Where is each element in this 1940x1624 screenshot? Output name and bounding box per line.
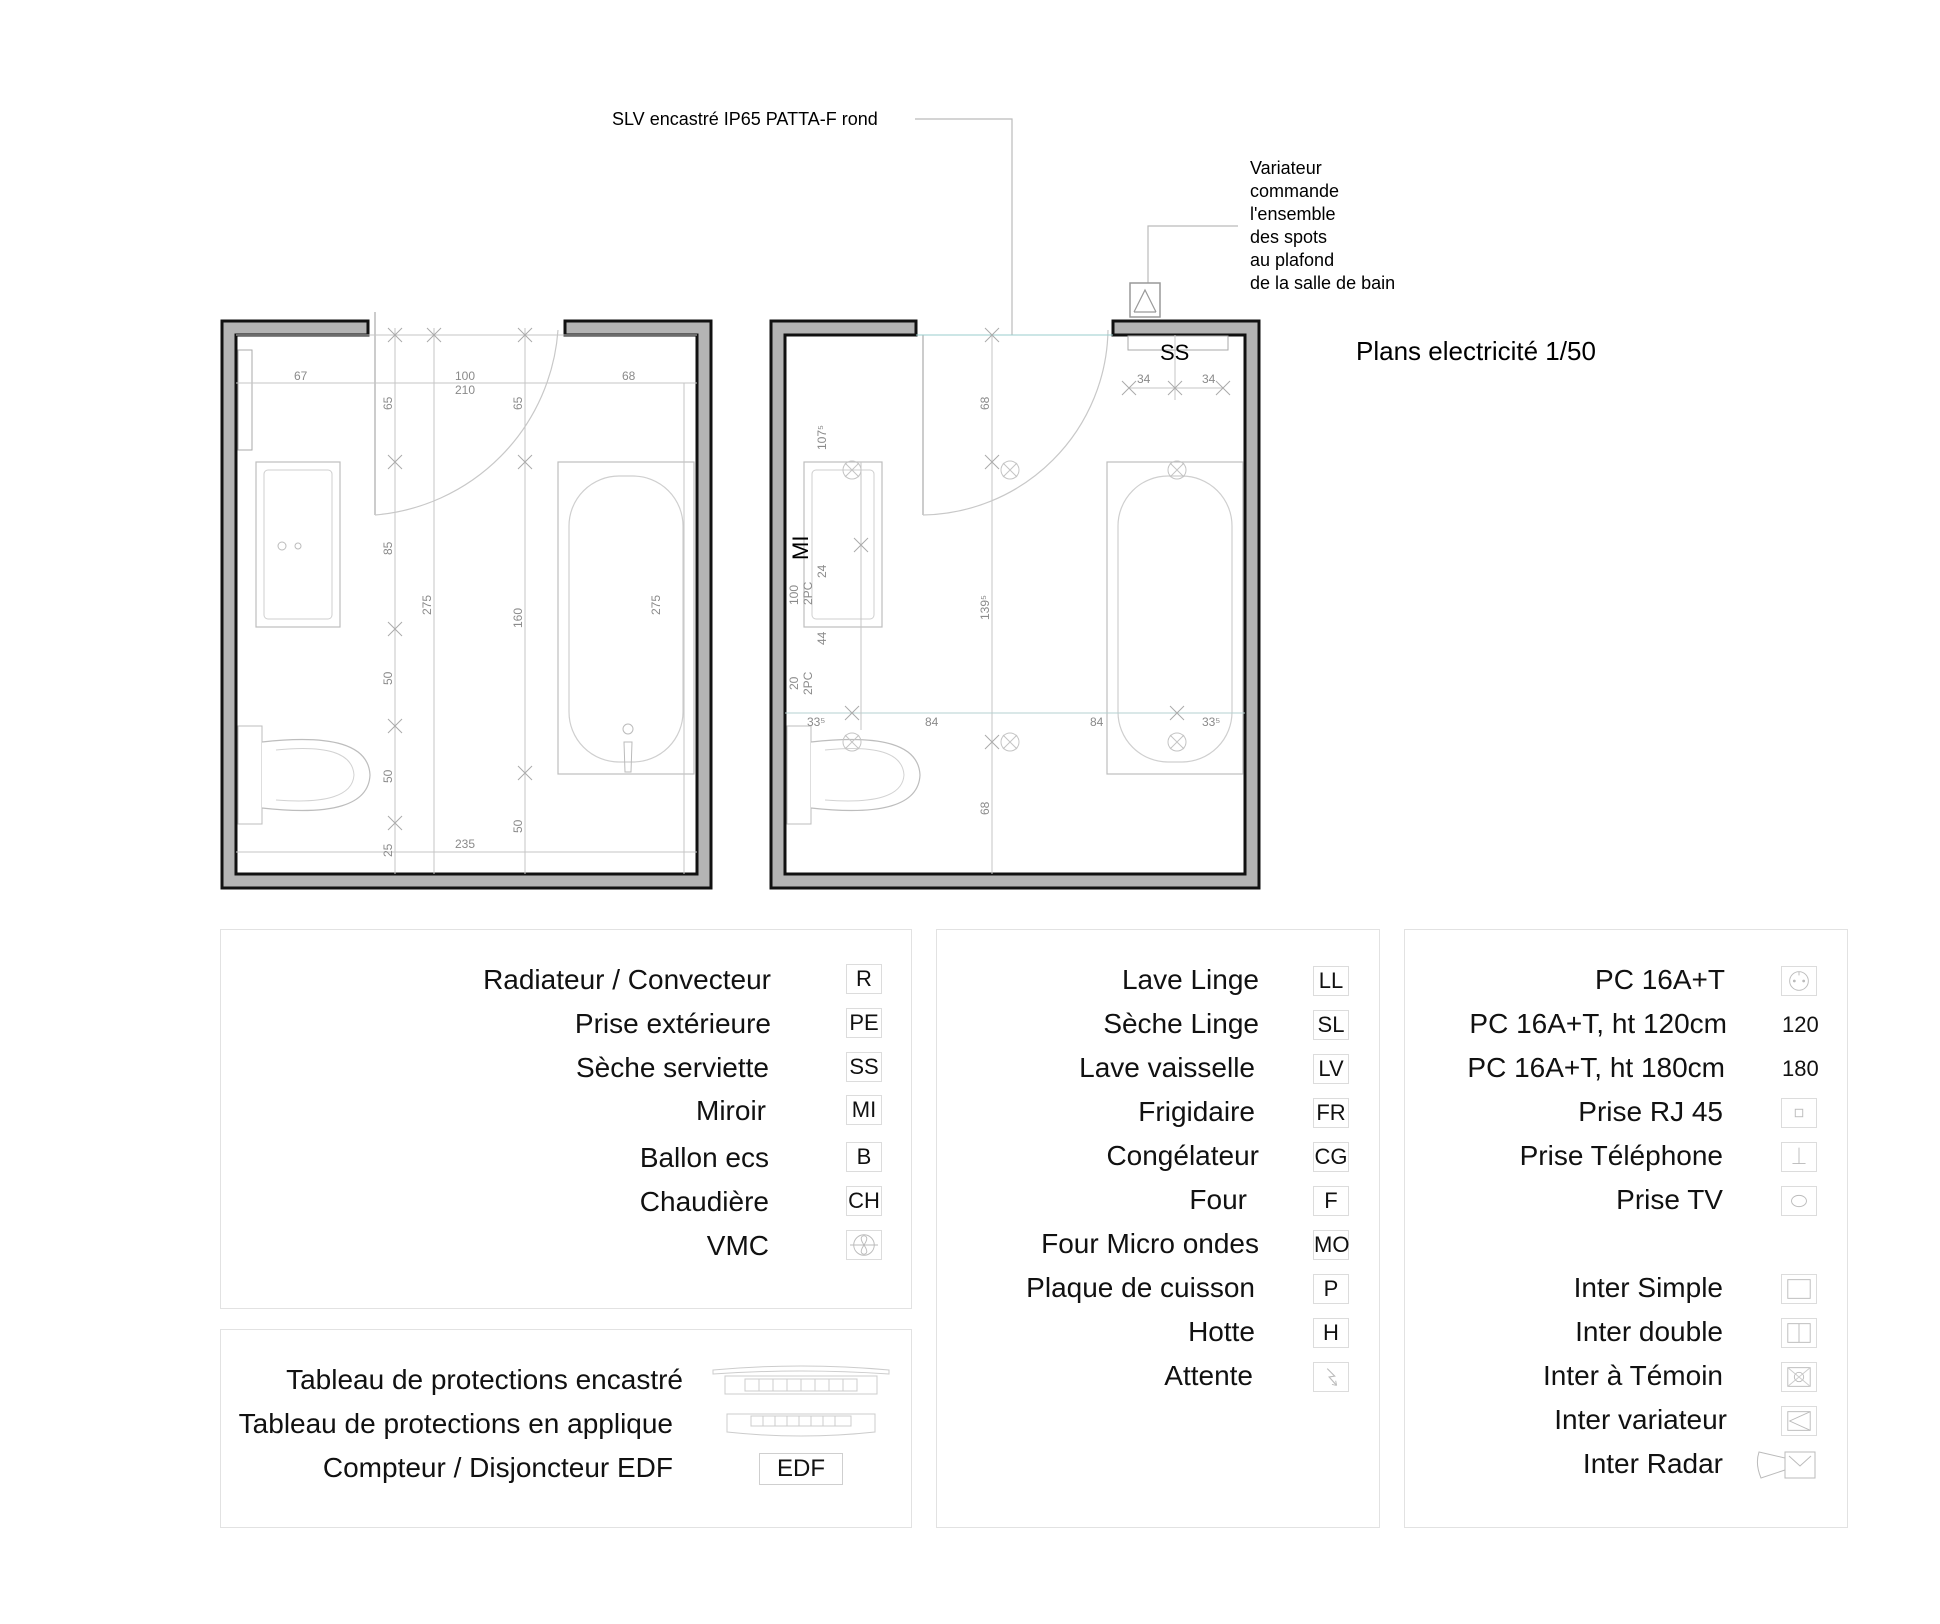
legend-code: CG (1313, 1142, 1349, 1172)
variateur-line-2: commande (1250, 181, 1340, 201)
legend-row-seche-linge (937, 1006, 1259, 1042)
legend-panel-appliances (936, 929, 1380, 1528)
dim-label: 50 (381, 671, 395, 685)
legend-code: PE (846, 1008, 882, 1038)
legend-row-chaudiere (221, 1184, 769, 1220)
legend-label: PC 16A+T, ht 120cm (1469, 1008, 1727, 1039)
legend-code: CH (846, 1186, 882, 1216)
legend-code: B (846, 1142, 882, 1172)
dim-label: 210 (455, 383, 476, 397)
dimmer-switch-symbol (1130, 283, 1160, 317)
ss-label: SS (1160, 340, 1190, 365)
legend-row-prise-exterieure (221, 1006, 771, 1042)
legend-label: Hotte (1188, 1316, 1255, 1347)
legend-code: SL (1313, 1010, 1349, 1040)
dim-label: 67 (294, 369, 308, 383)
legend-row-pc16-120 (1405, 1006, 1727, 1042)
dim-label: 33⁵ (1202, 715, 1221, 729)
legend-label: Attente (1164, 1360, 1253, 1391)
legend-label: Radiateur / Convecteur (483, 964, 771, 995)
legend-code: P (1313, 1274, 1349, 1304)
mi-label: MI (788, 535, 813, 560)
legend-row-telephone (1405, 1138, 1723, 1174)
legend-code: MO (1313, 1230, 1349, 1260)
legend-code: F (1313, 1186, 1349, 1216)
dim-label: 33⁵ (807, 715, 826, 729)
legend-label: Four (1189, 1184, 1247, 1215)
legend-panel-equipment (220, 929, 912, 1309)
dim-label: 25 (381, 843, 395, 857)
legend-row-plaque (937, 1270, 1255, 1306)
dim-label: 50 (381, 769, 395, 783)
dim-label: 100 (455, 369, 476, 383)
dim-label: 24 (815, 564, 829, 578)
legend-row-attente (937, 1358, 1253, 1394)
dim-label: 160 (511, 607, 525, 628)
switch-double-icon (1781, 1318, 1817, 1348)
legend-row-tableau-encastre (221, 1362, 683, 1398)
dim-label: 2PC (801, 671, 815, 695)
dim-label: 85 (381, 541, 395, 555)
legend-row-frigidaire (937, 1094, 1255, 1130)
dim-label: 2PC (801, 581, 815, 605)
variateur-line-1: Variateur (1250, 158, 1322, 178)
legend-label: Tableau de protections en applique (238, 1408, 673, 1439)
dim-label: 20 (787, 676, 801, 690)
legend-label: Chaudière (639, 1186, 769, 1217)
dim-label: 68 (978, 801, 992, 815)
legend-row-inter-variateur (1405, 1402, 1727, 1438)
legend-code: 120 (1782, 1012, 1819, 1037)
legend-row-pc16 (1405, 962, 1725, 998)
dim-label: 44 (815, 631, 829, 645)
legend-code: H (1313, 1318, 1349, 1348)
legend-row-vmc (221, 1228, 769, 1264)
switch-radar-icon (1755, 1448, 1819, 1482)
legend-code: LV (1313, 1054, 1349, 1084)
dim-label: 65 (381, 396, 395, 410)
legend-row-lave-vaisselle (937, 1050, 1255, 1086)
legend-row-tv (1405, 1182, 1723, 1218)
legend-label: PC 16A+T (1595, 964, 1725, 995)
legend-label: Inter variateur (1554, 1404, 1727, 1435)
dim-label: 84 (1090, 715, 1104, 729)
legend-label: Prise extérieure (574, 1008, 771, 1039)
edf-code: EDF (759, 1453, 843, 1485)
legend-row-inter-temoin (1405, 1358, 1723, 1394)
legend-code: FR (1313, 1098, 1349, 1128)
legend-row-pc16-180 (1405, 1050, 1725, 1086)
tableau-applique-icon (723, 1410, 879, 1440)
attente-icon (1313, 1362, 1349, 1392)
legend-label: Prise TV (1616, 1184, 1723, 1215)
legend-row-compteur-edf (221, 1450, 673, 1486)
dim-label: 68 (622, 369, 636, 383)
switch-dimmer-icon (1781, 1406, 1817, 1436)
variateur-line-3: l'ensemble (1250, 204, 1336, 224)
legend-row-radiateur (221, 962, 771, 998)
legend-row-inter-simple (1405, 1270, 1723, 1306)
dim-label: 84 (925, 715, 939, 729)
plan-left (222, 312, 711, 888)
dim-label: 139⁵ (978, 595, 992, 620)
legend-panel-tableau (220, 1329, 912, 1528)
switch-temoin-icon (1781, 1362, 1817, 1392)
legend-label: Inter Simple (1573, 1272, 1723, 1303)
dim-label: 100 (787, 584, 801, 605)
legend-row-hotte (937, 1314, 1255, 1350)
plan-title: Plans electricité 1/50 (1356, 336, 1596, 366)
dim-label: 275 (649, 594, 663, 615)
legend-row-miroir (221, 1093, 766, 1129)
dim-label: 65 (511, 396, 525, 410)
tv-socket-icon (1781, 1186, 1817, 1216)
legend-label: Four Micro ondes (1041, 1228, 1259, 1259)
dim-label: 34 (1137, 372, 1151, 386)
legend-label: Ballon ecs (639, 1142, 769, 1173)
socket-icon (1781, 966, 1817, 996)
legend-label: Inter double (1575, 1316, 1723, 1347)
legend-label: Lave Linge (1121, 964, 1259, 995)
dim-label: 34 (1202, 372, 1216, 386)
legend-code: MI (846, 1095, 882, 1125)
plan-right (771, 321, 1259, 888)
legend-label: Sèche serviette (576, 1052, 769, 1083)
legend-label: Frigidaire (1138, 1096, 1255, 1127)
legend-label: Miroir (696, 1095, 766, 1126)
legend-code: SS (846, 1052, 882, 1082)
legend-label: VMC (706, 1230, 769, 1261)
dim-label: 107⁵ (815, 425, 829, 450)
legend-code: 180 (1782, 1056, 1819, 1081)
legend-label: Sèche Linge (1103, 1008, 1259, 1039)
legend-row-tableau-applique (221, 1406, 673, 1442)
legend-row-inter-radar (1405, 1446, 1723, 1482)
legend-code: R (846, 964, 882, 994)
legend-row-congelateur (937, 1138, 1259, 1174)
legend-label: Compteur / Disjoncteur EDF (322, 1452, 673, 1483)
legend-label: Prise RJ 45 (1578, 1096, 1723, 1127)
tableau-encastre-icon (711, 1364, 891, 1398)
legend-label: Lave vaisselle (1079, 1052, 1255, 1083)
legend-row-four (937, 1182, 1247, 1218)
variateur-line-5: au plafond (1250, 250, 1335, 270)
legend-row-seche-serviette (221, 1050, 769, 1086)
legend-label: Inter à Témoin (1542, 1360, 1723, 1391)
dim-label: 275 (420, 594, 434, 615)
dim-label: 50 (511, 819, 525, 833)
legend-label: Plaque de cuisson (1026, 1272, 1255, 1303)
legend-label: Tableau de protections encastré (286, 1364, 683, 1395)
variateur-annotation (1250, 158, 1395, 293)
legend-label: Congélateur (1106, 1140, 1259, 1171)
phone-socket-icon (1781, 1142, 1817, 1172)
legend-row-rj45 (1405, 1094, 1723, 1130)
variateur-line-4: des spots (1250, 227, 1328, 247)
legend-label: Inter Radar (1582, 1448, 1723, 1479)
vmc-icon (846, 1230, 882, 1260)
variateur-line-6: de la salle de bain (1250, 273, 1396, 293)
slv-annotation: SLV encastré IP65 PATTA-F rond (612, 109, 878, 129)
legend-panel-sockets-switches (1404, 929, 1848, 1528)
legend-code: LL (1313, 966, 1349, 996)
legend-label: Prise Téléphone (1519, 1140, 1723, 1171)
switch-simple-icon (1781, 1274, 1817, 1304)
legend-row-micro-ondes (937, 1226, 1259, 1262)
dim-label: 235 (455, 837, 476, 851)
legend-row-ballon (221, 1140, 769, 1176)
dim-label: 68 (978, 396, 992, 410)
legend-label: PC 16A+T, ht 180cm (1467, 1052, 1725, 1083)
legend-row-lave-linge (937, 962, 1259, 998)
rj45-icon (1781, 1098, 1817, 1128)
legend-row-inter-double (1405, 1314, 1723, 1350)
